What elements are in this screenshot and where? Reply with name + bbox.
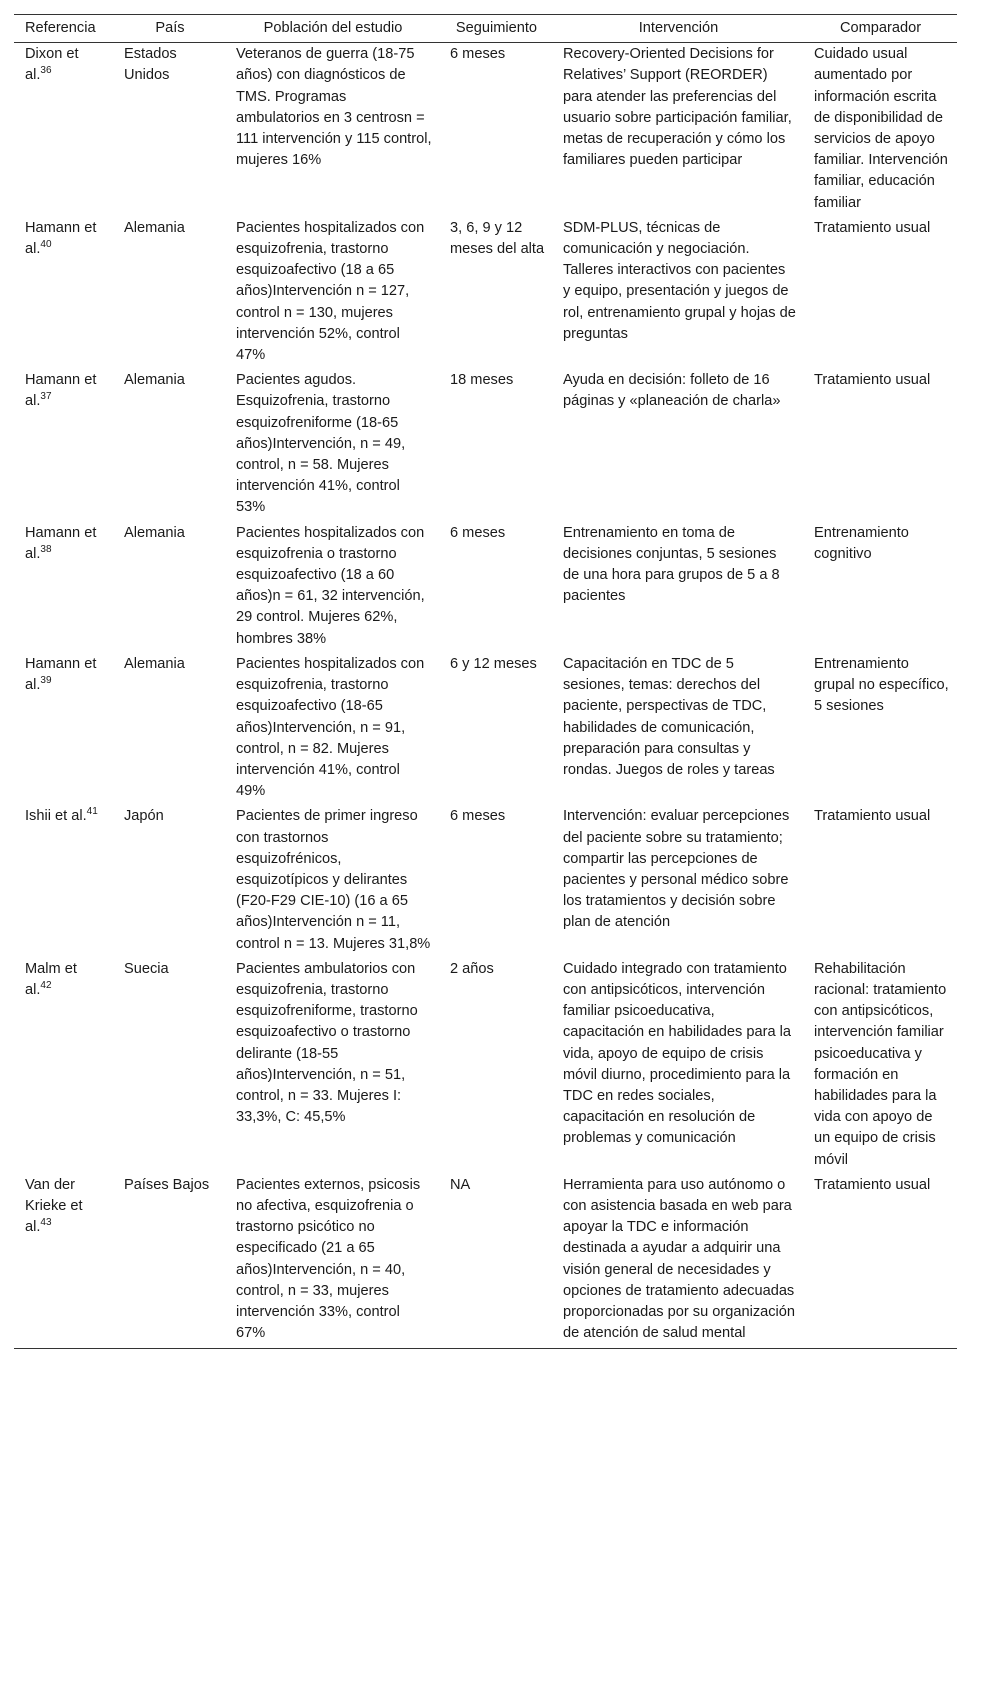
- reference-author: Hamann et al.: [25, 655, 97, 694]
- cell-country: Estados Unidos: [124, 46, 177, 84]
- reference-number[interactable]: 38: [40, 543, 52, 555]
- reference-author: Hamann et al.: [25, 219, 97, 258]
- header-seguimiento: Seguimiento: [440, 15, 553, 43]
- cell-reference: [14, 958, 114, 1174]
- studies-table-container: [14, 14, 957, 1349]
- reference-author: Hamann et al.: [25, 372, 97, 410]
- cell-intervention: Ayuda en decisión: folleto de 16 páginas y «planeación de charla»: [563, 372, 781, 410]
- cell-intervention: Intervención: evaluar percepciones del paciente sobre su tratamiento; compartir las percepciones de pacientes y personal médico sobre los tratamientos y decisión sobre plan de atención: [563, 808, 790, 931]
- studies-table: [14, 14, 957, 1349]
- cell-reference: [14, 1174, 114, 1349]
- cell-comparator: Tratamiento usual: [814, 219, 931, 236]
- cell-country: Japón: [124, 808, 164, 825]
- reference-number[interactable]: 40: [40, 239, 52, 251]
- cell-reference: [14, 522, 114, 653]
- cell-followup: 18 meses: [450, 372, 514, 389]
- cell-reference: [14, 217, 114, 369]
- cell-intervention: Entrenamiento en toma de decisiones conjuntas, 5 sesiones de una hora para grupos de 5 a 8 pacientes: [563, 524, 780, 605]
- cell-comparator: Rehabilitación racional: tratamiento con antipsicóticos, intervención familiar psicoeducativa y formación en habilidades para la vida con apoyo de un equipo de crisis móvil: [814, 960, 947, 1168]
- cell-reference: [14, 369, 114, 521]
- header-referencia: Referencia: [14, 15, 114, 43]
- table-header-row: [14, 15, 957, 43]
- cell-followup: 6 meses: [450, 46, 506, 63]
- cell-population: Pacientes hospitalizados con esquizofrenia o trastorno esquizoafectivo (18 a 60 años)n = 61, 32 intervención, 29 control. Mujeres 62%, hombres 38%: [236, 524, 425, 647]
- cell-country: Alemania: [124, 219, 185, 236]
- cell-comparator: Entrenamiento cognitivo: [814, 524, 909, 562]
- table-row: [14, 217, 957, 369]
- cell-comparator: Cuidado usual aumentado por información escrita de disponibilidad de servicios de apoyo familiar. Intervención familiar, educación familiar: [814, 46, 948, 211]
- cell-country: Alemania: [124, 524, 185, 541]
- table-row: [14, 653, 957, 805]
- header-intervencion: Intervención: [553, 15, 804, 43]
- cell-followup: 6 meses: [450, 808, 506, 825]
- cell-population: Veteranos de guerra (18-75 años) con diagnósticos de TMS. Programas ambulatorios en 3 centrosn = 111 intervención y 115 control, mujeres 16%: [236, 46, 432, 169]
- reference-author: Hamann et al.: [25, 524, 97, 562]
- cell-followup: 6 meses: [450, 524, 506, 541]
- cell-comparator: Tratamiento usual: [814, 808, 931, 825]
- cell-reference: [14, 805, 114, 957]
- reference-author: Ishii et al.: [25, 808, 87, 825]
- cell-population: Pacientes ambulatorios con esquizofrenia, trastorno esquizofreniforme, trastorno esquizoafectivo o trastorno delirante (18-55 años)Intervención, n = 51, control, n = 33. Mujeres I: 33,3%, C: 45,5%: [236, 960, 418, 1126]
- table-row: [14, 369, 957, 521]
- reference-author: Dixon et al.: [25, 46, 79, 84]
- reference-author: Malm et al.: [25, 960, 77, 998]
- cell-intervention: Recovery-Oriented Decisions for Relatives’ Support (REORDER) para atender las preferencias del usuario sobre participación familiar, metas de recuperación y cómo los familiares pueden participar: [563, 46, 792, 169]
- cell-comparator: Tratamiento usual: [814, 372, 931, 389]
- reference-number[interactable]: 39: [40, 675, 52, 687]
- table-row: [14, 522, 957, 653]
- table-row: [14, 43, 957, 217]
- reference-number[interactable]: 37: [40, 391, 52, 403]
- header-comparador: Comparador: [804, 15, 957, 43]
- cell-reference: [14, 653, 114, 805]
- reference-number[interactable]: 36: [40, 65, 52, 77]
- cell-population: Pacientes hospitalizados con esquizofrenia, trastorno esquizoafectivo (18-65 años)Intervención, n = 91, control, n = 82. Mujeres intervención 41%, control 49%: [236, 655, 425, 800]
- cell-country: Países Bajos: [114, 1174, 226, 1349]
- cell-population: Pacientes hospitalizados con esquizofrenia, trastorno esquizoafectivo (18 a 65 años)Intervención n = 127, control n = 130, mujeres intervención 52%, control 47%: [236, 219, 425, 364]
- cell-intervention: Cuidado integrado con tratamiento con antipsicóticos, intervención familiar psicoeducativa, capacitación en habilidades para la vida, apoyo de equipo de crisis móvil diurno, procedimiento para la TDC en redes sociales, capacitación en resolución de problemas y comunicación: [563, 960, 791, 1147]
- header-pais: País: [114, 15, 226, 43]
- cell-reference: [14, 43, 114, 217]
- table-row: [14, 805, 957, 957]
- cell-population: Pacientes externos, psicosis no afectiva, esquizofrenia o trastorno psicótico no especificado (21 a 65 años)Intervención, n = 40, control, n = 33, mujeres intervención 33%, control 67%: [226, 1174, 440, 1349]
- cell-country: Alemania: [124, 372, 185, 389]
- cell-followup: 6 y 12 meses: [450, 655, 537, 672]
- cell-followup: 3, 6, 9 y 12 meses del alta: [450, 219, 545, 258]
- cell-country: Alemania: [124, 655, 185, 672]
- table-row: [14, 958, 957, 1174]
- table-row: [14, 1174, 957, 1349]
- reference-number[interactable]: 42: [40, 979, 52, 991]
- reference-number[interactable]: 43: [40, 1217, 52, 1229]
- cell-population: Pacientes de primer ingreso con trastornos esquizofrénicos, esquizotípicos y delirantes (F20-F29 CIE-10) (16 a 65 años)Intervención n = 11, control n = 13. Mujeres 31,8%: [236, 808, 431, 952]
- cell-population: Pacientes agudos. Esquizofrenia, trastorno esquizofreniforme (18-65 años)Intervención, n = 49, control, n = 58. Mujeres intervención 41%, control 53%: [236, 372, 406, 516]
- cell-intervention: SDM-PLUS, técnicas de comunicación y negociación. Talleres interactivos con pacientes y equipo, presentación y juegos de rol, entrenamiento grupal y hojas de preguntas: [563, 219, 796, 342]
- cell-intervention: Capacitación en TDC de 5 sesiones, temas: derechos del paciente, perspectivas de TDC, habilidades de comunicación, preparación para consultas y rondas. Juegos de roles y tareas: [563, 655, 775, 778]
- cell-comparator: Tratamiento usual: [804, 1174, 957, 1349]
- cell-comparator: Entrenamiento grupal no específico, 5 sesiones: [814, 655, 949, 715]
- reference-number[interactable]: 41: [86, 806, 98, 818]
- header-poblacion: Población del estudio: [226, 15, 440, 43]
- cell-followup: NA: [440, 1174, 553, 1349]
- reference-author: Van der Krieke et al.: [25, 1176, 83, 1236]
- cell-followup: 2 años: [450, 960, 494, 977]
- cell-country: Suecia: [124, 960, 169, 977]
- cell-intervention: Herramienta para uso autónomo o con asistencia basada en web para apoyar la TDC e información destinada a ayudar a adquirir una visión general de necesidades y opciones de tratamiento adecuadas proporcionadas por su organización de atención de salud mental: [553, 1174, 804, 1349]
